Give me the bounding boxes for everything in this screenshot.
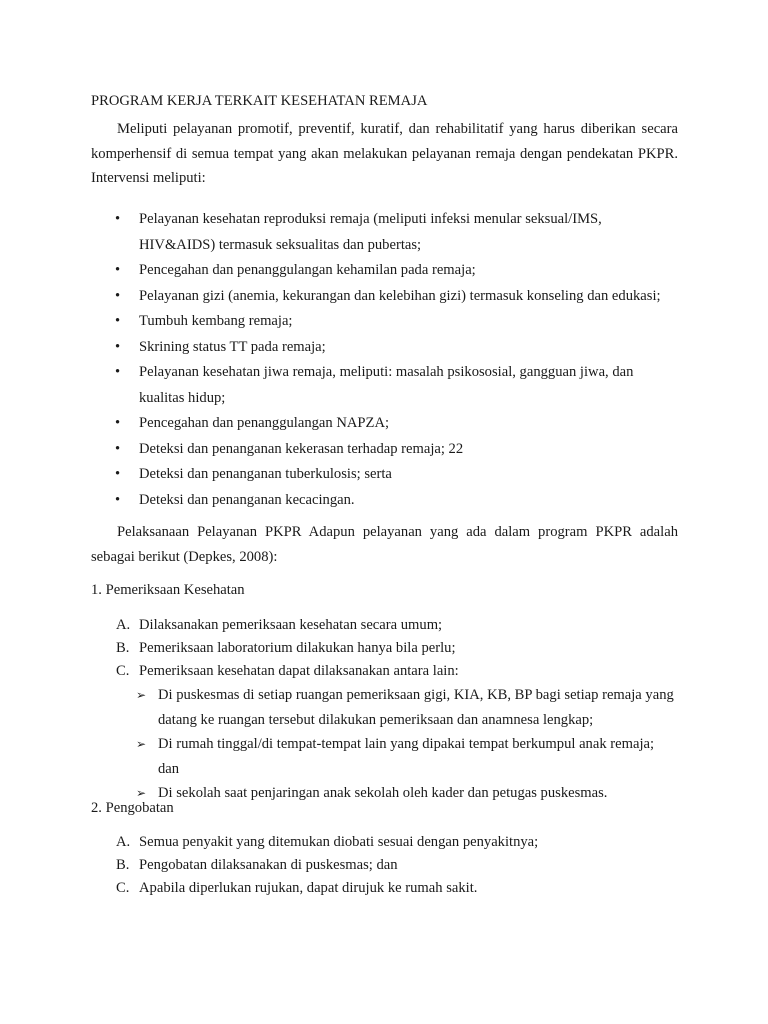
list-item: B. Pengobatan dilaksanakan di puskesmas; dan: [116, 857, 398, 873]
intervention-list: [91, 207, 678, 513]
intro-paragraph: [91, 117, 678, 191]
arrow-bullet-icon: ➢: [136, 786, 147, 800]
bullet-icon: •: [115, 287, 121, 304]
section2-heading: 2. Pengobatan: [91, 800, 174, 816]
list-item: A. Semua penyakit yang ditemukan diobati sesuai dengan penyakitnya;: [116, 834, 539, 850]
bullet-icon: •: [115, 466, 121, 482]
list-item: C. Apabila diperlukan rujukan, dapat dirujuk ke rumah sakit.: [116, 880, 478, 896]
list-item: • Pelayanan kesehatan jiwa remaja, meliputi: masalah psikososial, gangguan jiwa, dan kualitas hidup;: [91, 360, 678, 411]
list-item: • Deteksi dan penanganan kekerasan terhadap remaja; 22: [91, 437, 678, 463]
section2-list: [116, 831, 676, 900]
list-item: C. Pemeriksaan kesehatan dapat dilaksanakan antara lain:: [116, 663, 459, 679]
list-item: • Pencegahan dan penanggulangan NAPZA;: [91, 411, 678, 437]
list-item: • Pelayanan kesehatan reproduksi remaja (meliputi infeksi menular seksual/IMS, HIV&AIDS) termasuk seksualitas dan pubertas;: [91, 207, 678, 258]
list-item: ➢ Di rumah tinggal/di tempat-tempat lain yang dipakai tempat berkumpul anak remaja; dan: [116, 732, 676, 781]
intro-text: Meliputi pelayanan promotif, preventif, kuratif, dan rehabilitatif yang harus diberikan secara komperhensif di semua tempat yang akan melakukan pelayanan remaja dengan pendekatan PKPR. Intervensi meliputi:: [91, 121, 678, 186]
pelaksanaan-paragraph: [91, 520, 678, 569]
list-item: • Pencegahan dan penanggulangan kehamilan pada remaja;: [91, 258, 678, 284]
list-item: ➢ Di puskesmas di setiap ruangan pemeriksaan gigi, KIA, KB, BP bagi setiap remaja yang datang ke ruangan tersebut dilakukan pemeriksaan dan anamnesa lengkap;: [116, 683, 676, 732]
bullet-icon: •: [115, 440, 121, 457]
list-item: • Tumbuh kembang remaja;: [91, 309, 678, 335]
arrow-bullet-icon: ➢: [136, 688, 147, 702]
pelaksanaan-text: Pelaksanaan Pelayanan PKPR Adapun pelayanan yang ada dalam program PKPR adalah sebagai berikut (Depkes, 2008):: [91, 524, 678, 565]
list-item: B. Pemeriksaan laboratorium dilakukan hanya bila perlu;: [116, 640, 456, 656]
list-item: A. Dilaksanakan pemeriksaan kesehatan secara umum;: [116, 617, 443, 633]
list-item: • Skrining status TT pada remaja;: [91, 335, 678, 361]
bullet-icon: •: [115, 491, 121, 508]
section1-list: [116, 614, 676, 806]
bullet-icon: •: [115, 415, 121, 431]
bullet-icon: •: [115, 338, 121, 355]
document-title: PROGRAM KERJA TERKAIT KESEHATAN REMAJA: [91, 93, 428, 109]
bullet-icon: •: [115, 262, 121, 278]
list-item: • Deteksi dan penanganan tuberkulosis; serta: [91, 462, 678, 488]
section1-heading: 1. Pemeriksaan Kesehatan: [91, 582, 245, 598]
list-item: ➢ Di sekolah saat penjaringan anak sekolah oleh kader dan petugas puskesmas.: [116, 781, 676, 806]
list-item: • Pelayanan gizi (anemia, kekurangan dan kelebihan gizi) termasuk konseling dan edukasi;: [91, 284, 678, 310]
arrow-bullet-icon: ➢: [136, 737, 147, 751]
bullet-icon: •: [115, 313, 121, 329]
list-item: • Deteksi dan penanganan kecacingan.: [91, 488, 678, 514]
bullet-icon: •: [115, 364, 121, 380]
bullet-icon: •: [115, 211, 121, 227]
